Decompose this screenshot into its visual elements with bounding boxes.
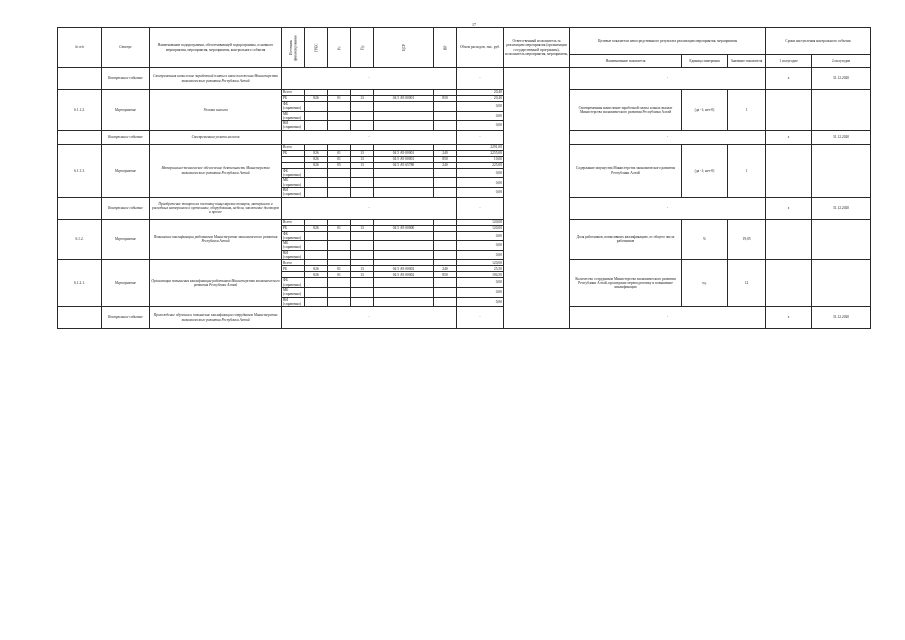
row-half2: 31.12.2020 [812,307,871,329]
finance-source: ВИ (справочно) [282,121,305,131]
finance-pr [351,111,374,121]
finance-rz: 01 [328,266,351,272]
finance-volume: 2291,00 [457,144,504,150]
finance-grbs [305,297,328,307]
header-name: Наименование подпрограммы, обеспечивающей подпрограммы, основного мероприятия, мероприятия, мероприятия, контрольного события [150,28,282,68]
finance-volume: 0,00 [457,297,504,307]
finance-pr: 13 [351,96,374,102]
finance-pr [351,231,374,241]
finance-grbs [305,178,328,188]
finance-csr [374,231,434,241]
finance-volume: 20,40 [457,90,504,96]
finance-source: МБ (справочно) [282,287,305,297]
finance-source: МБ (справочно) [282,178,305,188]
finance-grbs [305,187,328,197]
header-responsible: Ответственный исполнитель за реализацию мероприятия (организации государственной программы), исполнитель мероприятия, мероприятия, [504,28,570,68]
finance-volume: 0,00 [457,231,504,241]
finance-csr [374,111,434,121]
header-ind-unit: Единица измерения [682,55,728,68]
finance-csr: 04 5 А9 00001 [374,156,434,162]
finance-pr [351,187,374,197]
row-status: Мероприятие [102,90,150,131]
indicator-name: Количество сотрудников Министерства экономического развития Республики Алтай, прошедших переподготовку и повышение квалификации [570,260,682,307]
indicator-unit: % [682,219,728,260]
finance-volume: 120,00 [457,225,504,231]
finance-rz: 01 [328,150,351,156]
row-half2 [812,144,871,197]
row-status: Мероприятие [102,260,150,307]
finance-pr [351,241,374,251]
responsible-cell [504,68,570,329]
indicator-value: 12 [728,260,766,307]
finance-csr: 04 5 А9 00002 [374,266,434,272]
finance-volume: 0,00 [457,102,504,112]
finance-source: ФБ (справочно) [282,102,305,112]
finance-rz [328,297,351,307]
finance-volume: 10,00 [457,156,504,162]
indicator-name: Своевременная начисление заработной платы и иных выплат Министерства экономического развития Республики Алтай [570,90,682,131]
row-half2 [812,219,871,260]
finance-pr: 13 [351,272,374,278]
finance-csr: 04 5 А9 00000 [374,225,434,231]
finance-grbs: 826 [305,150,328,156]
finance-csr: 04 5 А9 00001 [374,150,434,156]
finance-vr [434,121,457,131]
event-row [58,307,871,329]
finance-grbs: 826 [305,156,328,162]
finance-grbs: 826 [305,272,328,278]
finance-vr [434,187,457,197]
row-name: Уплата налогов [150,90,282,131]
finance-pr: 13 [351,162,374,168]
finance-volume: 0,00 [457,250,504,260]
row-volume: - [457,68,504,90]
finance-rz [328,187,351,197]
header-vr: ВР [434,28,457,68]
finance-volume: 0,00 [457,111,504,121]
event-row [58,197,871,219]
indicator-name: Содержание имущества Министерства экономического развития Республики Алтай [570,144,682,197]
finance-pr [351,297,374,307]
finance-source: РБ [282,266,305,272]
finance-pr [351,250,374,260]
finance-csr [374,102,434,112]
finance-source: Всего [282,260,305,266]
finance-pr: 13 [351,150,374,156]
row-name: Своевременная уплата налогов [150,130,282,144]
finance-pr [351,178,374,188]
finance-source: ФБ (справочно) [282,278,305,288]
finance-volume: 0,00 [457,121,504,131]
finance-vr [434,102,457,112]
row-status: Контрольное событие [102,130,150,144]
finance-grbs [305,250,328,260]
header-rz: Рз [328,28,351,68]
header-source: Источник финансирования [282,28,305,68]
finance-volume: 194,50 [457,272,504,278]
finance-volume: 0,00 [457,187,504,197]
finance-vr [434,278,457,288]
row-status: Мероприятие [102,144,150,197]
indicator-unit: (да -1; нет-0) [682,90,728,131]
finance-source: Всего [282,144,305,150]
finance-rz [328,121,351,131]
header-half2: 2 полугодие [812,55,871,68]
finance-csr [374,278,434,288]
row-num [58,197,102,219]
finance-volume: 20,40 [457,96,504,102]
finance-vr: 240 [434,162,457,168]
finance-pr: 13 [351,266,374,272]
finance-pr: 13 [351,156,374,162]
finance-pr [351,121,374,131]
row-half1: х [766,197,812,219]
finance-volume: 0,00 [457,178,504,188]
row-status: Контрольное событие [102,68,150,90]
finance-csr: 04 5 А9 00002 [374,272,434,278]
row-dash: - [282,307,457,329]
finance-csr: 04 5 А9 00001 [374,96,434,102]
finance-pr [351,102,374,112]
finance-pr: 13 [351,225,374,231]
row-ind-dash: - [570,130,766,144]
finance-csr [374,168,434,178]
row-half2 [812,260,871,307]
finance-rz [328,178,351,188]
finance-vr [434,111,457,121]
finance-source: Всего [282,90,305,96]
finance-grbs: 826 [305,266,328,272]
finance-volume: 225,00 [457,162,504,168]
finance-rz: 01 [328,156,351,162]
finance-grbs [305,168,328,178]
finance-rz [328,102,351,112]
finance-volume: 25,50 [457,266,504,272]
row-name: Материально-техническое обеспечение деятельности Министерства экономического развития Республики Алтай [150,144,282,197]
row-dash: - [282,68,457,90]
header-ind-value: Значение показателя [728,55,766,68]
row-num: 6.1.2.1. [58,260,102,307]
finance-source: ФБ (справочно) [282,231,305,241]
finance-volume: 0,00 [457,241,504,251]
finance-grbs [305,111,328,121]
finance-grbs [305,278,328,288]
row-half2: 31.12.2020 [812,68,871,90]
row-half1: х [766,307,812,329]
finance-csr [374,241,434,251]
row-name: Приобретение товаров на поставку канцелярских товаров, материалов и расходных материалов к оргтехнике, оборудования, мебели, заключение договоров и прочее [150,197,282,219]
header-half1: 1 полугодие [766,55,812,68]
finance-source: ВИ (справочно) [282,250,305,260]
row-name: Организация повышения квалификации работников Министерства экономического развития Республики Алтай [150,260,282,307]
finance-rz: 05 [328,162,351,168]
row-ind-dash: - [570,197,766,219]
finance-csr [374,250,434,260]
row-status: Мероприятие [102,219,150,260]
finance-volume: 0,00 [457,278,504,288]
finance-rz [328,250,351,260]
finance-vr [434,287,457,297]
row-volume: - [457,307,504,329]
row-half1 [766,144,812,197]
finance-source: ВИ (справочно) [282,297,305,307]
finance-volume: 120,00 [457,260,504,266]
finance-grbs [305,287,328,297]
indicator-unit: ед. [682,260,728,307]
finance-volume: 0,00 [457,168,504,178]
finance-pr [351,168,374,178]
finance-vr: 850 [434,272,457,278]
finance-grbs [305,231,328,241]
finance-grbs [305,121,328,131]
row-ind-dash: - [570,68,766,90]
plan-table [57,27,871,329]
row-status: Контрольное событие [102,307,150,329]
event-row [58,130,871,144]
row-half2: 31.12.2020 [812,197,871,219]
header-num: № п/п [58,28,102,68]
indicator-name: Доля работников, повысивших квалификацию, от общего числа работников [570,219,682,260]
header-grbs: ГРБС [305,28,328,68]
page-number: 17 [472,22,476,27]
finance-source: РБ [282,96,305,102]
finance-grbs [305,102,328,112]
row-half1 [766,90,812,131]
header-ind-name: Наименование показателя [570,55,682,68]
finance-source: РБ [282,150,305,156]
indicator-unit: (да -1; нет-0) [682,144,728,197]
finance-source: ВИ (справочно) [282,187,305,197]
finance-vr [434,178,457,188]
header-status: Статус [102,28,150,68]
finance-rz [328,168,351,178]
row-dash: - [282,130,457,144]
finance-csr [374,121,434,131]
row-num: 6.1.1.3. [58,144,102,197]
row-dash: - [282,197,457,219]
finance-rz [328,111,351,121]
header-csr: ЦСР [374,28,434,68]
finance-csr: 04 5 А9 65780 [374,162,434,168]
finance-volume: 120,00 [457,219,504,225]
finance-grbs: 826 [305,225,328,231]
row-volume: - [457,197,504,219]
row-half2 [812,90,871,131]
finance-rz [328,287,351,297]
finance-csr [374,187,434,197]
finance-volume: 2255,00 [457,150,504,156]
finance-volume: 0,00 [457,287,504,297]
row-num: 6.1.2. [58,219,102,260]
row-half2: 31.12.2020 [812,130,871,144]
row-half1: х [766,68,812,90]
event-row [58,68,871,90]
header-indicators: Целевые показатели непосредственного результата реализации мероприятия, мероприятия [570,28,766,55]
finance-pr [351,278,374,288]
header-volume: Объем расходов, тыс. руб. [457,28,504,68]
finance-vr [434,231,457,241]
finance-source: МБ (справочно) [282,111,305,121]
indicator-value: 19,05 [728,219,766,260]
finance-vr: 240 [434,150,457,156]
finance-pr [351,287,374,297]
header-row [58,28,871,55]
row-num [58,307,102,329]
finance-grbs [305,241,328,251]
row-half1 [766,219,812,260]
row-volume: - [457,130,504,144]
finance-source: МБ (справочно) [282,241,305,251]
finance-csr [374,297,434,307]
indicator-value: 1 [728,90,766,131]
row-name: Повышение квалификации работников Министерства экономического развития Республики Алтай [150,219,282,260]
finance-csr [374,287,434,297]
row-name: Своевременная начисление заработной платы в ином положении Министерства экономического развития Республики Алтай [150,68,282,90]
finance-rz [328,241,351,251]
row-half1: х [766,130,812,144]
row-num: 6.1.1.2. [58,90,102,131]
finance-vr: 850 [434,156,457,162]
row-num [58,130,102,144]
row-half1 [766,260,812,307]
finance-vr [434,168,457,178]
finance-vr: 240 [434,266,457,272]
finance-vr: 850 [434,96,457,102]
finance-vr [434,250,457,260]
finance-vr [434,241,457,251]
row-ind-dash: - [570,307,766,329]
finance-rz: 01 [328,225,351,231]
row-name: Прохождение обучения и повышение квалификации сотрудников Министерства экономического развития Республики Алтай [150,307,282,329]
finance-vr [434,297,457,307]
header-pr: Пр [351,28,374,68]
finance-source: ФБ (справочно) [282,168,305,178]
row-status: Контрольное событие [102,197,150,219]
finance-csr [374,178,434,188]
header-deadlines: Сроки наступления контрольного события [766,28,871,55]
finance-rz [328,231,351,241]
finance-rz [328,278,351,288]
finance-rz: 01 [328,96,351,102]
row-num [58,68,102,90]
finance-rz: 01 [328,272,351,278]
indicator-value: 1 [728,144,766,197]
finance-grbs: 826 [305,96,328,102]
finance-grbs: 826 [305,162,328,168]
finance-source: Всего [282,219,305,225]
finance-source: РБ [282,225,305,231]
